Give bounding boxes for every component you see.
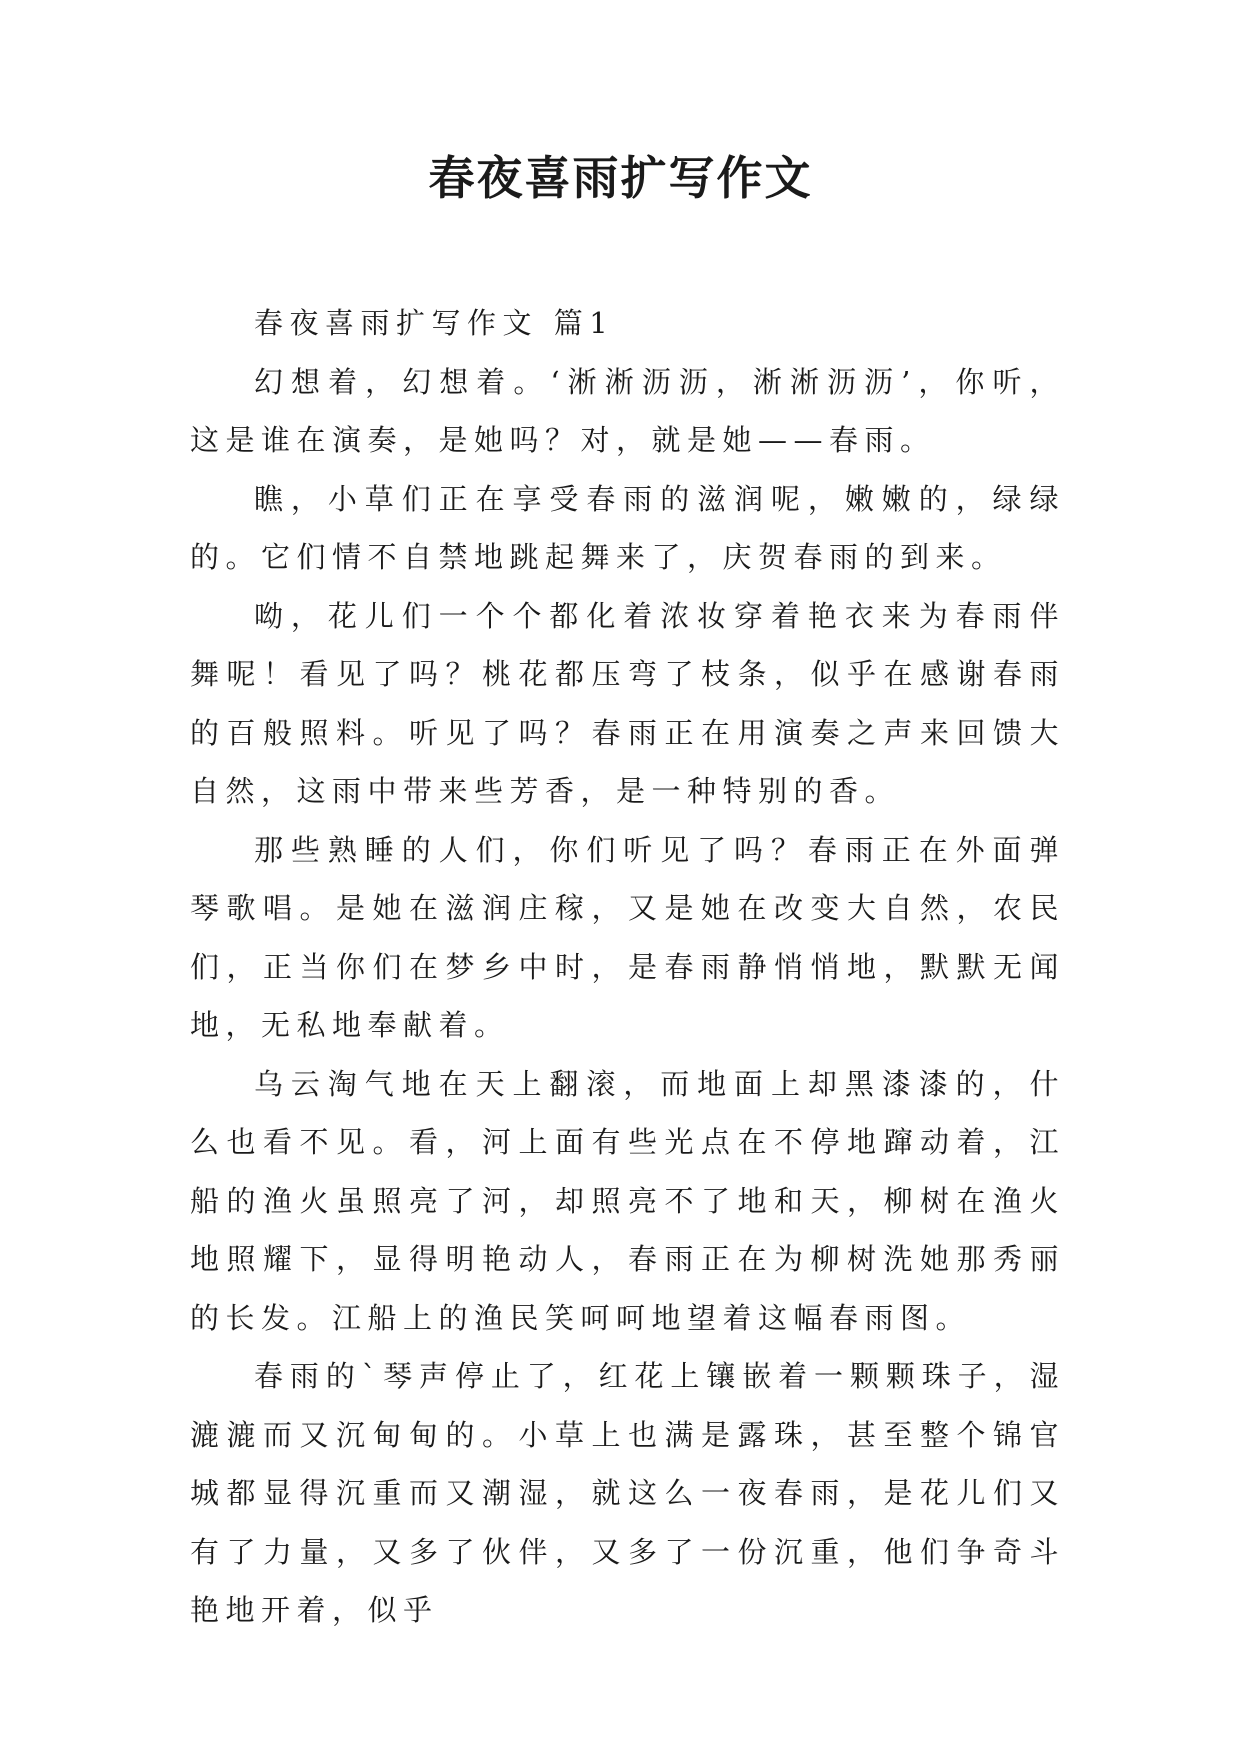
paragraph: 乌云淘气地在天上翻滚，而地面上却黑漆漆的，什么也看不见。看，河上面有些光点在不停地蹿动着，江船的渔火虽照亮了河，却照亮不了地和天，柳树在渔火地照耀下，显得明艳动人，春雨正在为柳树洗她那秀丽的长发。江船上的渔民笑呵呵地望着这幅春雨图。 bbox=[190, 1066, 1065, 1335]
paragraph: 呦，花儿们一个个都化着浓妆穿着艳衣来为春雨伴舞呢！看见了吗？桃花都压弯了枝条，似乎在感谢春雨的百般照料。听见了吗？春雨正在用演奏之声来回馈大自然，这雨中带来些芳香，是一种特别的香。 bbox=[190, 598, 1065, 808]
document-title: 春夜喜雨扩写作文 bbox=[428, 151, 813, 205]
section-heading: 春夜喜雨扩写作文 篇1 bbox=[254, 306, 615, 340]
document-body bbox=[190, 294, 1065, 1640]
paragraph: 瞧，小草们正在享受春雨的滋润呢，嫩嫩的，绿绿的。它们情不自禁地跳起舞来了，庆贺春雨的到来。 bbox=[190, 481, 1065, 574]
paragraph: 那些熟睡的人们，你们听见了吗？春雨正在外面弹琴歌唱。是她在滋润庄稼，又是她在改变大自然，农民们，正当你们在梦乡中时，是春雨静悄悄地，默默无闻地，无私地奉献着。 bbox=[190, 832, 1065, 1042]
paragraph: 幻想着，幻想着。‘淅淅沥沥，淅淅沥沥’，你听，这是谁在演奏，是她吗？对，就是她——春雨。 bbox=[190, 364, 1065, 457]
paragraph: 春雨的`琴声停止了，红花上镶嵌着一颗颗珠子，湿漉漉而又沉甸甸的。小草上也满是露珠，甚至整个锦官城都显得沉重而又潮湿，就这么一夜春雨，是花儿们又有了力量，又多了伙伴，又多了一份沉重，他们争奇斗艳地开着，似乎 bbox=[190, 1359, 1065, 1627]
